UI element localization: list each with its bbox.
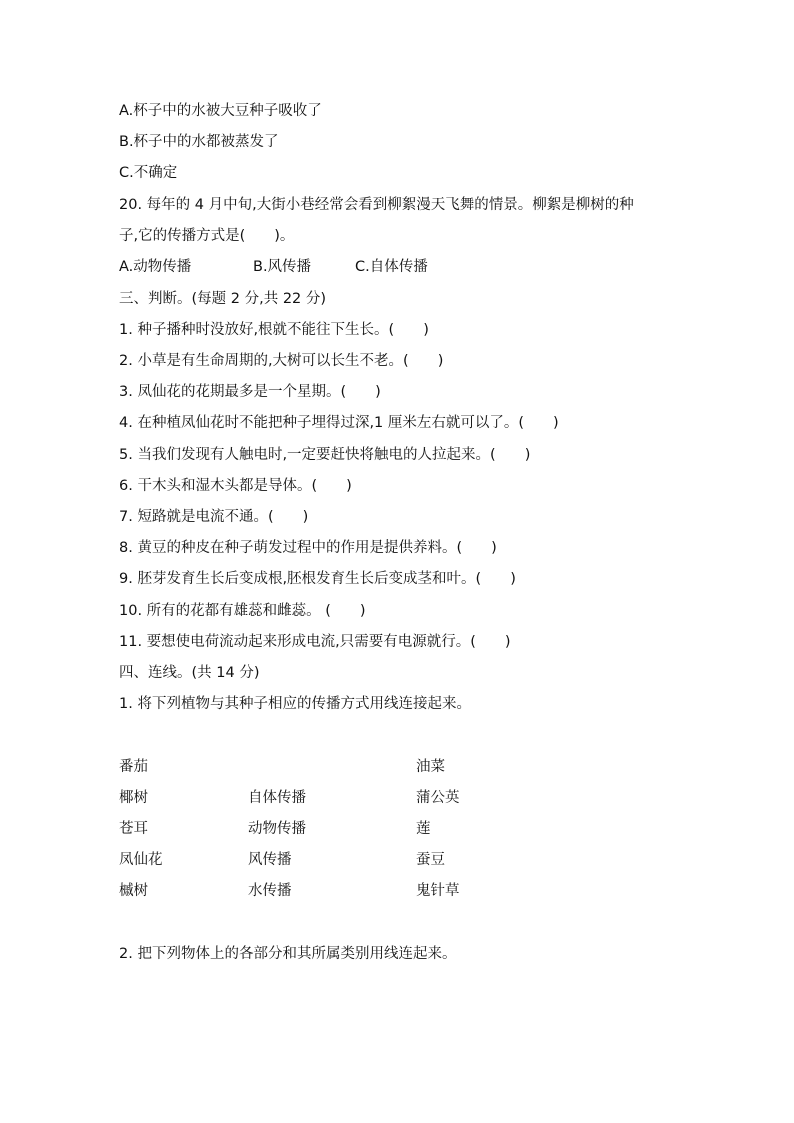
left-plant-3: 苍耳 [119, 821, 148, 837]
right-plant-5: 鬼针草 [416, 883, 460, 899]
left-plant-5: 槭树 [119, 883, 148, 899]
judge-item-4: 4. 在种植凤仙花时不能把种子埋得过深,1 厘米左右就可以了。( ) [119, 415, 559, 431]
left-plant-4: 凤仙花 [119, 852, 163, 868]
right-plant-2: 蒲公英 [416, 790, 460, 806]
left-plant-2: 椰树 [119, 790, 148, 806]
method-4: 水传播 [248, 883, 292, 899]
q19-option-b: B.杯子中的水都被蒸发了 [119, 134, 279, 150]
judge-item-7: 7. 短路就是电流不通。( ) [119, 509, 309, 525]
judge-item-8: 8. 黄豆的种皮在种子萌发过程中的作用是提供养料。( ) [119, 540, 497, 556]
left-plant-1: 番茄 [119, 759, 148, 775]
judge-item-1: 1. 种子播种时没放好,根就不能往下生长。( ) [119, 322, 429, 338]
method-2: 动物传播 [248, 821, 306, 837]
q19-option-a: A.杯子中的水被大豆种子吸收了 [119, 103, 322, 119]
matching-question-2: 2. 把下列物体上的各部分和其所属类别用线连起来。 [119, 946, 457, 962]
right-plant-1: 油菜 [416, 759, 445, 775]
right-plant-3: 莲 [416, 821, 431, 837]
judge-item-9: 9. 胚芽发育生长后变成根,胚根发育生长后变成茎和叶。( ) [119, 571, 516, 587]
method-3: 风传播 [248, 852, 292, 868]
right-plant-4: 蚕豆 [416, 852, 445, 868]
judge-item-11: 11. 要想使电荷流动起来形成电流,只需要有电源就行。( ) [119, 634, 511, 650]
judge-item-5: 5. 当我们发现有人触电时,一定要赶快将触电的人拉起来。( ) [119, 447, 531, 463]
q19-option-c: C.不确定 [119, 165, 178, 181]
judge-item-6: 6. 干木头和湿木头都是导体。( ) [119, 478, 352, 494]
q20-option-c: C.自体传播 [355, 259, 428, 275]
judge-item-10: 10. 所有的花都有雄蕊和雌蕊。 ( ) [119, 603, 366, 619]
q20-option-b: B.风传播 [253, 259, 312, 275]
q20-text-line2: 子,它的传播方式是( )。 [119, 228, 295, 244]
q20-text-line1: 20. 每年的 4 月中旬,大街小巷经常会看到柳絮漫天飞舞的情景。柳絮是柳树的种 [119, 197, 634, 213]
matching-question-1: 1. 将下列植物与其种子相应的传播方式用线连接起来。 [119, 696, 471, 712]
judge-item-3: 3. 凤仙花的花期最多是一个星期。( ) [119, 384, 381, 400]
judge-item-2: 2. 小草是有生命周期的,大树可以长生不老。( ) [119, 353, 444, 369]
q20-options [119, 257, 428, 277]
section4-heading: 四、连线。(共 14 分) [119, 665, 260, 681]
q20-option-a: A.动物传播 [119, 259, 192, 275]
section3-heading: 三、判断。(每题 2 分,共 22 分) [119, 291, 327, 307]
method-1: 自体传播 [248, 790, 306, 806]
